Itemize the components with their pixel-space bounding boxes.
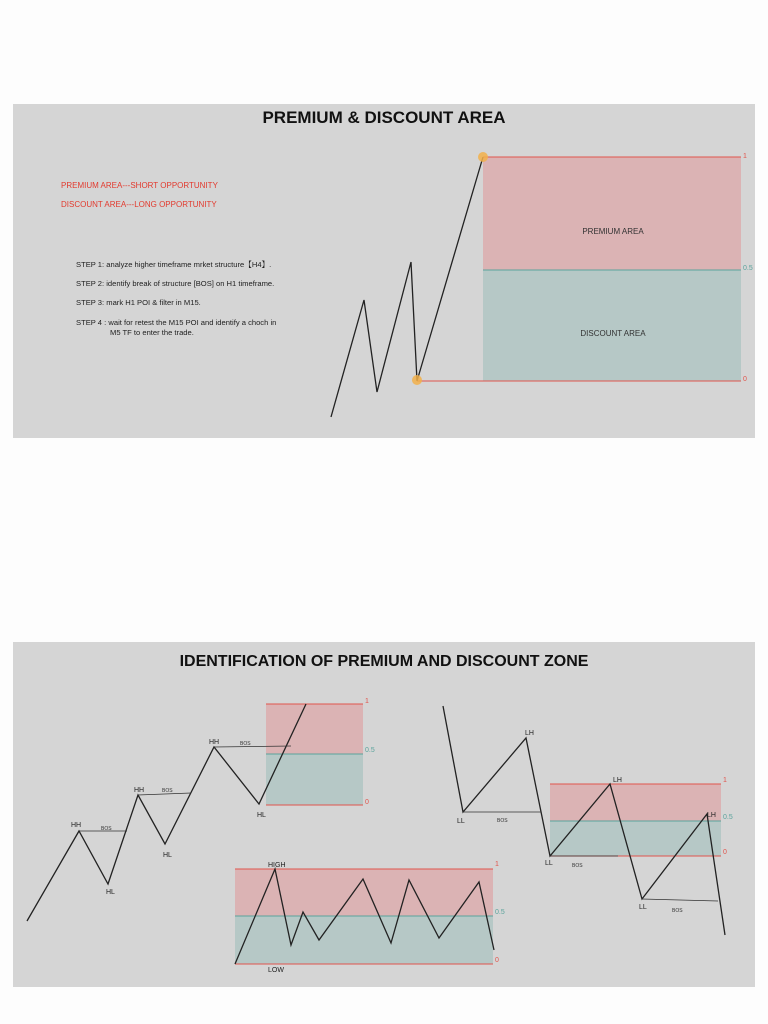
downtrend-lh-label-2: LH [613,777,622,784]
premium-note: PREMIUM AREA---SHORT OPPORTUNITY [61,181,218,190]
step-1: STEP 1: analyze higher timeframe mrket structure【H4】. [76,260,272,269]
uptrend-bos-label-2: BOS [162,788,173,794]
downtrend-lh-label-1: LH [525,730,534,737]
step-3: STEP 3: mark H1 POI & filter in M15. [76,298,201,307]
downtrend-bos-label-1: BOS [497,818,508,824]
downtrend-premium-zone [550,784,721,821]
range-high-label: HIGH [268,862,286,869]
downtrend-ll-label-3: LL [639,904,647,911]
discount-note: DISCOUNT AREA---LONG OPPORTUNITY [61,200,217,209]
premium-zone [483,157,741,270]
range-low-label: LOW [268,967,284,974]
uptrend-hl-label-3: HL [257,812,266,819]
level-0-label: 0 [743,376,747,383]
uptrend-level-1-label: 1 [365,698,369,705]
uptrend-hh-label-1: HH [71,822,82,829]
downtrend-level-0-label: 0 [723,849,727,856]
zone-identification-diagram [13,642,755,987]
uptrend-bos-label-1: BOS [101,826,112,832]
uptrend-hl-label-2: HL [163,852,172,859]
zone-identification-panel [13,642,755,987]
downtrend-ll-label-2: LL [545,860,553,867]
swing-low-marker [412,375,422,385]
panel-title: PREMIUM & DISCOUNT AREA [262,108,506,127]
step-4-line-1: STEP 4 : wait for retest the M15 POI and identify a choch in [76,318,277,327]
uptrend-hl-label-1: HL [106,889,115,896]
level-05-label: 0.5 [743,265,753,272]
step-2: STEP 2: identify break of structure [BOS] on H1 timeframe. [76,279,275,288]
uptrend-discount-zone [266,754,363,805]
uptrend-bos-label-3: BOS [240,741,251,747]
range-level-0-label: 0 [495,957,499,964]
discount-zone [483,270,741,381]
level-1-label: 1 [743,153,747,160]
uptrend-hh-label-2: HH [134,787,145,794]
range-level-1-label: 1 [495,861,499,868]
panel-title: IDENTIFICATION OF PREMIUM AND DISCOUNT ZONE [179,653,589,670]
uptrend-hh-label-3: HH [209,739,220,746]
uptrend-level-05-label: 0.5 [365,747,375,754]
premium-discount-panel [13,104,755,438]
price-path [331,157,483,417]
range-discount-zone [235,916,493,964]
downtrend-bos-label-2: BOS [572,863,583,869]
downtrend-ll-label-1: LL [457,818,465,825]
downtrend-level-05-label: 0.5 [723,814,733,821]
downtrend-bos-label-3: BOS [672,908,683,914]
range-level-05-label: 0.5 [495,909,505,916]
premium-discount-diagram [13,104,755,438]
range-premium-zone [235,869,493,916]
premium-zone-label: PREMIUM AREA [582,227,644,236]
downtrend-discount-zone [550,821,721,856]
downtrend-level-1-label: 1 [723,777,727,784]
discount-zone-label: DISCOUNT AREA [580,329,646,338]
step-4-line-2: M5 TF to enter the trade. [110,328,194,337]
uptrend-level-0-label: 0 [365,799,369,806]
downtrend-lh-label-3: LH [707,812,716,819]
downtrend-bos-line-3 [642,899,718,901]
swing-high-marker [478,152,488,162]
